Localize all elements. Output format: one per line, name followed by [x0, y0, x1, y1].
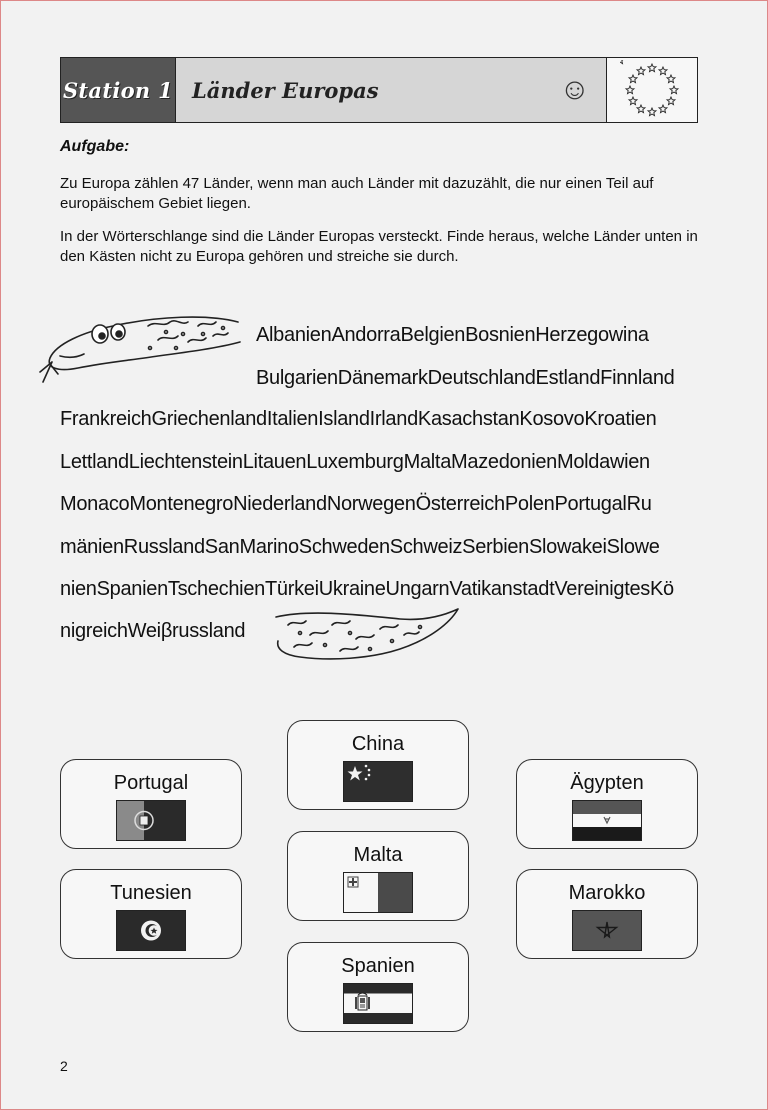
country-name: Marokko — [568, 882, 646, 904]
egypt-flag-icon — [572, 800, 642, 841]
country-card-china[interactable] — [287, 720, 469, 810]
topic-box — [176, 58, 606, 122]
country-card-aegypten[interactable] — [516, 759, 698, 849]
smiley-icon: ☺ — [559, 73, 590, 106]
spain-flag-icon — [343, 983, 413, 1024]
snake-head-illustration — [38, 312, 243, 392]
station-box — [61, 58, 176, 122]
word-snake-line-2: BulgarienDänemarkDeutschlandEstlandFinnland — [256, 367, 675, 389]
china-flag-icon — [343, 761, 413, 802]
task-paragraph-2: In der Wörterschlange sind die Länder Europas versteckt. Finde heraus, welche Länder unten in den Kästen nicht zu Europa gehören und streiche sie durch. — [60, 228, 698, 265]
country-name: Spanien — [341, 955, 415, 977]
station-header — [60, 57, 698, 123]
country-card-marokko[interactable] — [516, 869, 698, 959]
malta-flag-icon — [343, 872, 413, 913]
word-snake-line-7: nienSpanienTschechienTürkeiUkraineUngarnVatikanstadtVereinigtesKö — [60, 578, 674, 600]
page-number: 2 — [60, 1058, 68, 1074]
snake-tail-illustration — [270, 605, 462, 667]
word-snake-line-1: AlbanienAndorraBelgienBosnienHerzegowina — [256, 324, 649, 346]
portugal-flag-icon — [116, 800, 186, 841]
country-name: Portugal — [113, 772, 189, 794]
country-card-malta[interactable] — [287, 831, 469, 921]
station-label: Station 1 — [62, 77, 174, 103]
word-snake-line-6: mänienRusslandSanMarinoSchwedenSchweizSerbienSlowakeiSlowe — [60, 536, 660, 558]
topic-title: Länder Europas — [192, 77, 379, 103]
country-name: Ägypten — [570, 772, 644, 794]
task-heading: Aufgabe: — [60, 138, 130, 155]
country-card-tunesien[interactable] — [60, 869, 242, 959]
tunisia-flag-icon — [116, 910, 186, 951]
word-snake-line-8: nigreichWeiβrussland — [60, 620, 246, 642]
task-paragraph-1: Zu Europa zählen 47 Länder, wenn man auch Länder mit dazuzählt, die nur einen Teil auf europäischem Gebiet liegen. — [60, 175, 654, 212]
word-snake-line-5: MonacoMontenegroNiederlandNorwegenÖsterreichPolenPortugalRu — [60, 493, 652, 515]
eu-flag-box — [606, 58, 697, 122]
country-card-spanien[interactable] — [287, 942, 469, 1032]
word-snake-line-3: FrankreichGriechenlandItalienIslandIrlandKasachstanKosovoKroatien — [60, 408, 657, 430]
country-card-portugal[interactable] — [60, 759, 242, 849]
morocco-flag-icon — [572, 910, 642, 951]
word-snake-line-4: LettlandLiechtensteinLitauenLuxemburgMaltaMazedonienMoldawien — [60, 451, 650, 473]
country-name: China — [351, 733, 405, 755]
country-name: Malta — [353, 844, 403, 866]
eu-stars-icon — [620, 60, 684, 120]
country-name: Tunesien — [110, 882, 192, 904]
